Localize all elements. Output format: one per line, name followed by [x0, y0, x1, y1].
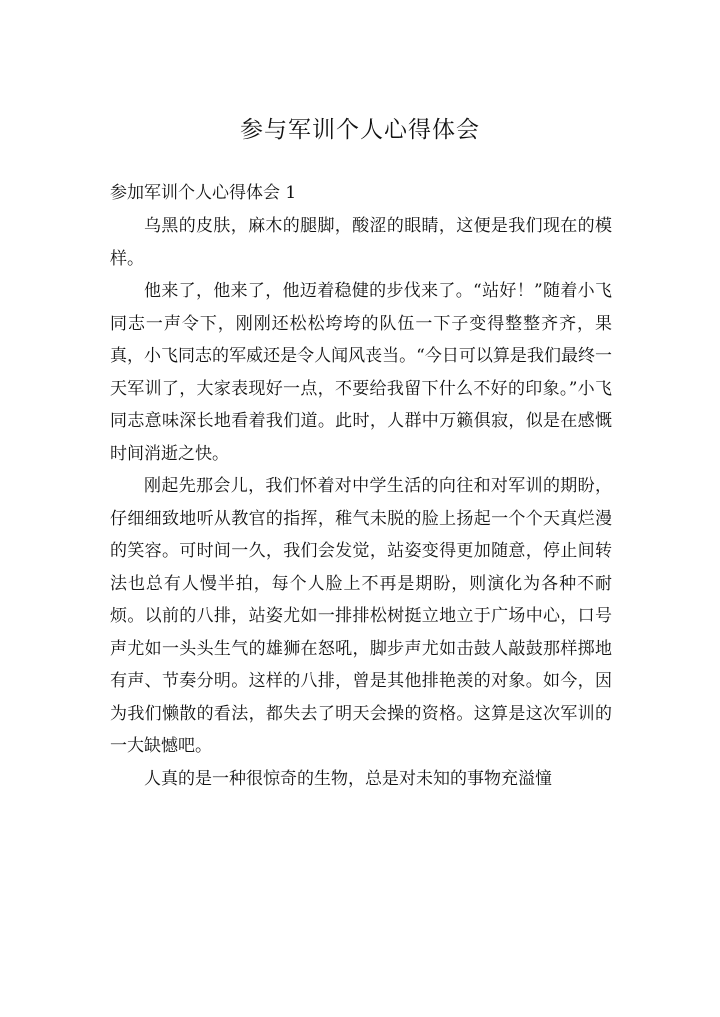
paragraph: 刚起先那会儿，我们怀着对中学生活的向往和对军训的期盼，仔细细致地听从教官的指挥，稚气未脱的脸上扬起一个个天真烂漫的笑容。可时间一久，我们会发觉，站姿变得更加随意，停止间转法也总有人慢半拍，每个人脸上不再是期盼，则演化为各种不耐烦。以前的八排，站姿尤如一排排松树挺立地立于广场中心，口号声尤如一头头生气的雄狮在怒吼，脚步声尤如击鼓人敲鼓那样掷地有声、节奏分明。这样的八排，曾是其他排艳羡的对象。如今，因为我们懒散的看法，都失去了明天会操的资格。这算是这次军训的一大缺憾吧。 [110, 476, 612, 756]
paragraph: 他来了，他来了，他迈着稳健的步伐来了。“站好！”随着小飞同志一声令下，刚刚还松松垮垮的队伍一下子变得整整齐齐，果真，小飞同志的军威还是令人闻风丧当。“今日可以算是我们最终一天军训了，大家表现好一点，不要给我留下什么不好的印象。”小飞同志意味深长地看着我们道。此时，人群中万籁俱寂，似是在感慨时间消逝之快。 [110, 281, 612, 464]
paragraph: 乌黑的皮肤，麻木的腿脚，酸涩的眼睛，这便是我们现在的模样。 [110, 216, 612, 269]
document-title: 参与军训个人心得体会 [240, 117, 480, 143]
document-body [110, 210, 612, 795]
section-heading: 参加军训个人心得体会 1 [110, 183, 297, 203]
paragraph: 人真的是一种很惊奇的生物，总是对未知的事物充溢憧 [144, 768, 552, 789]
